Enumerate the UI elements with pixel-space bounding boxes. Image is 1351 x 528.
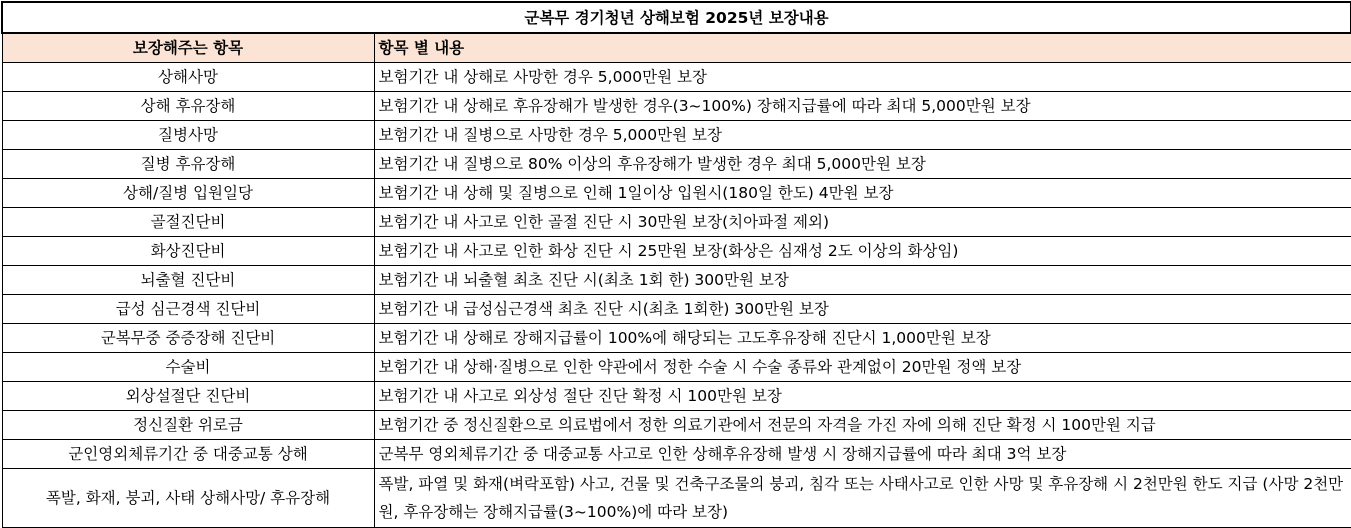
table-row bbox=[2, 353, 1351, 382]
coverage-item: 수술비 bbox=[2, 353, 374, 382]
coverage-table bbox=[1, 1, 1351, 528]
table-row bbox=[2, 266, 1351, 295]
coverage-description: 보험기간 내 사고로 외상성 절단 진단 확정 시 100만원 보장 bbox=[374, 382, 1351, 411]
header-item: 보장해주는 항목 bbox=[2, 33, 374, 63]
table-row bbox=[2, 382, 1351, 411]
coverage-description: 보험기간 내 상해로 사망한 경우 5,000만원 보장 bbox=[374, 63, 1351, 92]
coverage-description: 보험기간 내 질병으로 사망한 경우 5,000만원 보장 bbox=[374, 121, 1351, 150]
title-row bbox=[2, 2, 1351, 33]
coverage-item: 화상진단비 bbox=[2, 237, 374, 266]
table-row bbox=[2, 237, 1351, 266]
table-row bbox=[2, 179, 1351, 208]
coverage-description: 보험기간 내 상해로 후유장해가 발생한 경우(3~100%) 장해지급률에 따라 최대 5,000만원 보장 bbox=[374, 92, 1351, 121]
coverage-item: 외상설절단 진단비 bbox=[2, 382, 374, 411]
table-row bbox=[2, 295, 1351, 324]
coverage-item: 질병 후유장해 bbox=[2, 150, 374, 179]
header-row bbox=[2, 33, 1351, 63]
coverage-description: 보험기간 내 상해·질병으로 인한 약관에서 정한 수술 시 수술 종류와 관계없이 20만원 정액 보장 bbox=[374, 353, 1351, 382]
coverage-description: 보험기간 중 정신질환으로 의료법에서 정한 의료기관에서 전문의 자격을 가진 자에 의해 진단 확정 시 100만원 지급 bbox=[374, 411, 1351, 440]
coverage-item: 상해 후유장해 bbox=[2, 92, 374, 121]
table-row bbox=[2, 208, 1351, 237]
header-description: 항목 별 내용 bbox=[374, 33, 1351, 63]
coverage-description: 보험기간 내 질병으로 80% 이상의 후유장해가 발생한 경우 최대 5,000만원 보장 bbox=[374, 150, 1351, 179]
coverage-item: 폭발, 화재, 붕괴, 사태 상해사망/ 후유장해 bbox=[2, 469, 374, 528]
table-row bbox=[2, 92, 1351, 121]
table-title: 군복무 경기청년 상해보험 2025년 보장내용 bbox=[2, 2, 1351, 33]
coverage-description: 보험기간 내 뇌출혈 최초 진단 시(최초 1회 한) 300만원 보장 bbox=[374, 266, 1351, 295]
coverage-item: 상해/질병 입원일당 bbox=[2, 179, 374, 208]
table-row bbox=[2, 411, 1351, 440]
table-row bbox=[2, 469, 1351, 528]
coverage-description: 폭발, 파열 및 화재(벼락포함) 사고, 건물 및 건축구조물의 붕괴, 침각 또는 사태사고로 인한 사망 및 후유장해 시 2천만원 한도 지급 (사망 2천만원, 후유장해는 장해지급률(3~100%)에 따라 보장) bbox=[374, 469, 1351, 528]
coverage-item: 상해사망 bbox=[2, 63, 374, 92]
table-row bbox=[2, 150, 1351, 179]
coverage-description: 보험기간 내 상해 및 질병으로 인해 1일이상 입원시(180일 한도) 4만원 보장 bbox=[374, 179, 1351, 208]
coverage-description: 보험기간 내 상해로 장해지급률이 100%에 해당되는 고도후유장해 진단시 1,000만원 보장 bbox=[374, 324, 1351, 353]
coverage-item: 군복무중 중증장해 진단비 bbox=[2, 324, 374, 353]
coverage-item: 정신질환 위로금 bbox=[2, 411, 374, 440]
coverage-item: 급성 심근경색 진단비 bbox=[2, 295, 374, 324]
coverage-description: 보험기간 내 급성심근경색 최초 진단 시(최초 1회한) 300만원 보장 bbox=[374, 295, 1351, 324]
coverage-item: 뇌출혈 진단비 bbox=[2, 266, 374, 295]
table-row bbox=[2, 63, 1351, 92]
coverage-item: 골절진단비 bbox=[2, 208, 374, 237]
table-row bbox=[2, 440, 1351, 469]
coverage-item: 질병사망 bbox=[2, 121, 374, 150]
table-row bbox=[2, 324, 1351, 353]
coverage-description: 보험기간 내 사고로 인한 화상 진단 시 25만원 보장(화상은 심재성 2도 이상의 화상임) bbox=[374, 237, 1351, 266]
table-row bbox=[2, 121, 1351, 150]
coverage-description: 군복무 영외체류기간 중 대중교통 사고로 인한 상해후유장해 발생 시 장해지급률에 따라 최대 3억 보장 bbox=[374, 440, 1351, 469]
coverage-description: 보험기간 내 사고로 인한 골절 진단 시 30만원 보장(치아파절 제외) bbox=[374, 208, 1351, 237]
coverage-item: 군인영외체류기간 중 대중교통 상해 bbox=[2, 440, 374, 469]
